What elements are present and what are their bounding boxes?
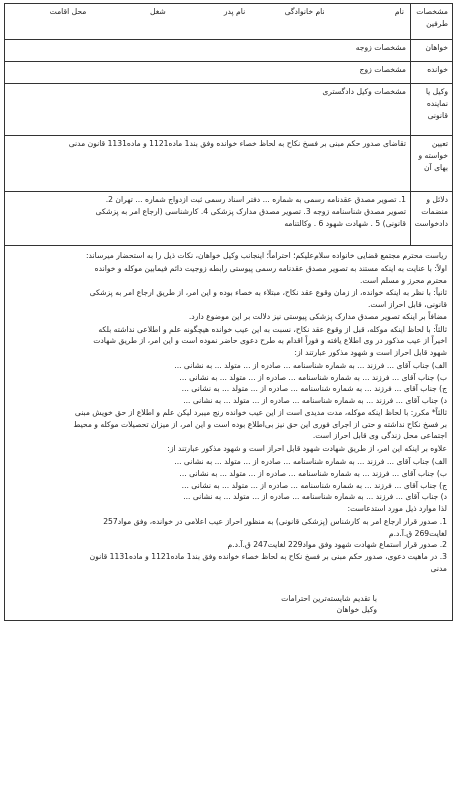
demand-label: تعیین خواسته و بهای آن <box>411 136 453 192</box>
second-point-line: ثانیاً: با نظر به اینکه خوانده، از زمان وقوع عقد نکاح، مبتلاء به خصاء بوده و این امر، از طریق ارجاع امر به پزشکی <box>89 288 447 298</box>
parties-header <box>5 4 411 40</box>
header-father: نام پدر <box>223 7 246 16</box>
request-line: لغایت269 ق.آ.د.م <box>388 528 447 538</box>
lawyer-value: مشخصات وکیل دادگستری <box>5 84 411 136</box>
closing-regards: با تقدیم شایسته‌ترین احترامات <box>281 593 377 603</box>
witness-list-2 <box>10 456 447 503</box>
closing-signature: وکیل خواهان <box>336 605 377 615</box>
fifth-point: علاوه بر اینکه این امر، از طریق شهادت شهود قابل احراز است و شهود مذکور عبارتند از: <box>167 444 447 454</box>
demand-row <box>5 136 453 192</box>
demand-value: تقاضای صدور حکم مبنی بر فسخ نکاح به لحاظ خصاء خوانده وفق بند1 ماده1121 و ماده1131 قانون مدنی <box>5 136 411 192</box>
witness-item: ج) جناب آقای ... فرزند ... به شماره شناسنامه ... صادره از ... متولد ... به نشانی ... <box>181 384 447 394</box>
petitioner-value: مشخصات زوجه <box>5 40 411 62</box>
witness-list-1 <box>10 360 447 407</box>
petition-body <box>5 246 453 621</box>
third-point-line: اخیراً از عیب مذکور در وی اطلاع یافته و فوراً اقدام به طرح دعوی حاضر نموده است و این امر، از طریق شهادت <box>93 336 447 346</box>
fourth-point-line: بر فسخ نکاح نداشته و حتی از اجرای فوری این حق نیز بی‌اطلاع بوده است و این امر، از میزان تحصیلات موکله و محیط <box>73 419 447 429</box>
witness-item: ب) جناب آقای ... فرزند ... به شماره شناسنامه ... صادره از ... متولد ... به نشانی ... <box>179 468 447 478</box>
second-point-line: قانونی، قابل احراز است. <box>367 300 447 310</box>
first-point <box>10 263 447 287</box>
evidence-line: 1. تصویر مصدق عقدنامه رسمی به شماره ... دفتر اسناد رسمی ثبت ازدواج شماره ... تهران 2. <box>105 195 406 204</box>
request-line: 1. صدور قرار ارجاع امر به کارشناس (پزشکی قانونی) به منظور احراز عیب اعلامی در خوانده، وفق مواد257 <box>103 516 447 526</box>
evidence-line: قانونی) 5 . شهادت شهود 6 . وکالتنامه <box>284 218 406 228</box>
second-point <box>10 287 447 322</box>
parties-label: مشخصات طرفین <box>411 4 453 40</box>
first-point-line: محترم محرز و مسلم است. <box>359 275 447 285</box>
respondent-label: خوانده <box>411 62 453 84</box>
lawyer-label: وکیل یا نماینده قانونی <box>411 84 453 136</box>
witness-item: الف) جناب آقای ... فرزند ... به شماره شناسنامه ... صادره از ... متولد ... به نشانی ... <box>174 360 447 370</box>
petition-form <box>4 3 453 621</box>
witness-item: ج) جناب آقای ... فرزند ... به شماره شناسنامه ... صادره از ... متولد ... به نشانی ... <box>181 480 447 490</box>
first-point-line: اولاً: با عنایت به اینکه مستند به تصویر مصدق عقدنامه رسمی پیوستی رابطه زوجیت دائم فیمابین موکله و خوانده <box>94 263 447 273</box>
respondent-row <box>5 62 453 84</box>
witness-item: الف) جناب آقای ... فرزند ... به شماره شناسنامه ... صادره از ... متولد ... به نشانی ... <box>174 457 447 467</box>
second-point-line: مضافاً بر اینکه تصویر مصدق مدارک پزشکی پیوستی نیز دلالت بر این موضوع دارد. <box>188 311 447 321</box>
petitioner-label: خواهان <box>411 40 453 62</box>
third-point-line: ثالثاً: با لحاظ اینکه موکله، قبل از وقوع عقد نکاح، نسبت به این عیب خوانده هیچگونه علم و اطلاعی نداشته بلکه <box>98 324 447 334</box>
header-name: نام <box>394 7 404 16</box>
request-line: 3. در ماهیت دعوی، صدور حکم مبنی بر فسخ نکاح به لحاظ خصاء خوانده وفق بند1 ماده1121 و ماده1131 قانون <box>89 552 447 562</box>
body-row <box>5 246 453 621</box>
evidence-list <box>5 192 411 246</box>
evidence-row <box>5 192 453 246</box>
third-point <box>10 324 447 359</box>
witness-item: ب) جناب آقای ... فرزند ... به شماره شناسنامه ... صادره از ... متولد ... به نشانی ... <box>179 372 447 382</box>
petitioner-row <box>5 40 453 62</box>
respondent-value: مشخصات زوج <box>5 62 411 84</box>
request-heading: لذا موارد ذیل مورد استدعاست: <box>347 504 447 514</box>
evidence-label: دلائل و منضمات دادخواست <box>411 192 453 246</box>
header-address: محل اقامت <box>49 7 87 16</box>
request-list <box>10 516 447 575</box>
evidence-line: تصویر مصدق شناسنامه زوجه 3. تصویر مصدق مدارک پزشکی 4. کارشناسی (ارجاع امر به پزشکی <box>95 206 406 216</box>
lawyer-row <box>5 84 453 136</box>
fourth-point-line: ثالثاً* مکرر: با لحاظ اینکه موکله، مدت مدیدی است از این عیب خوانده رنج میبرد لیکن علم و اطلاع از حق خویش مبنی <box>74 407 447 417</box>
third-point-line: شهود قابل احراز است و شهود مذکور عبارتند از: <box>294 348 447 358</box>
fourth-point <box>10 407 447 442</box>
parties-row <box>5 4 453 40</box>
header-job: شغل <box>150 7 166 16</box>
intro-text: ریاست محترم مجتمع قضایی خانواده سلام‌علیکم؛ احتراماً؛ اینجانب وکیل خواهان، نکات ذیل را به استحضار میرساند: <box>85 251 447 260</box>
request-line: مدنی <box>430 563 447 573</box>
header-family: نام خانوادگی <box>284 7 325 16</box>
witness-item: د) جناب آقای ... فرزند ... به شماره شناسنامه ... صادره از ... متولد ... به نشانی ... <box>183 396 447 406</box>
fourth-point-line: اجتماعی محل زندگی وی قابل احراز است. <box>312 431 447 441</box>
witness-item: د) جناب آقای ... فرزند ... به شماره شناسنامه ... صادره از ... متولد ... به نشانی ... <box>183 492 447 502</box>
request-line: 2. صدور قرار استماع شهادت شهود وفق مواد229 لغایت247 ق.آ.د.م <box>227 540 447 550</box>
closing-block <box>10 593 447 617</box>
